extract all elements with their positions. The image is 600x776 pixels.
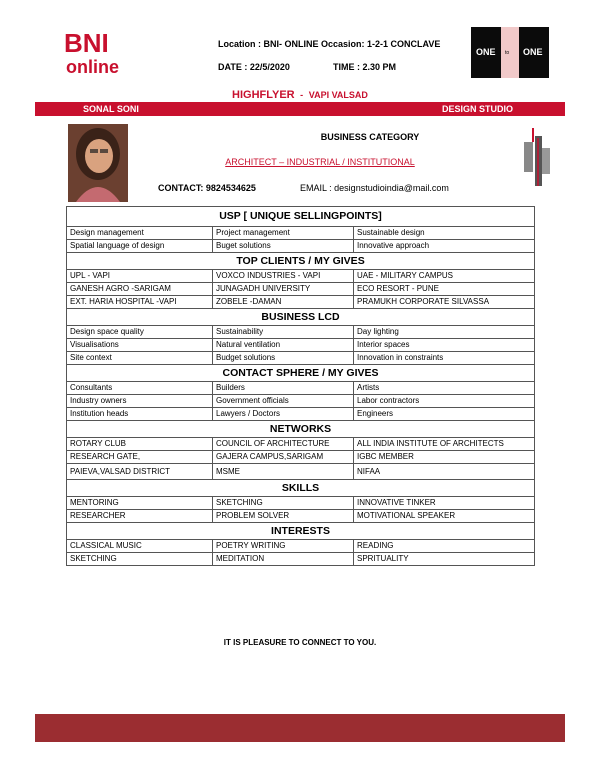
table-cell: Artists — [354, 382, 535, 395]
member-photo — [68, 124, 128, 202]
section-heading-row — [67, 253, 535, 270]
faces-illustration — [501, 27, 519, 78]
section-heading-row — [67, 421, 535, 438]
table-cell: JUNAGADH UNIVERSITY — [213, 283, 354, 296]
table-cell: VOXCO INDUSTRIES - VAPI — [213, 270, 354, 283]
table-cell: Site context — [67, 352, 213, 365]
bni-logo: BNI — [64, 28, 109, 58]
footer-bar — [35, 714, 565, 742]
table-cell: Labor contractors — [354, 395, 535, 408]
table-row — [67, 352, 535, 365]
page-title — [0, 89, 600, 101]
table-cell: Lawyers / Doctors — [213, 408, 354, 421]
table-row — [67, 395, 535, 408]
table-cell: MOTIVATIONAL SPEAKER — [354, 510, 535, 523]
badge-one-left: ONE — [476, 47, 496, 57]
section-heading-business-lcd: BUSINESS LCD — [67, 309, 535, 326]
table-cell: Sustainable design — [354, 227, 535, 240]
section-heading-row — [67, 365, 535, 382]
table-cell: CLASSICAL MUSIC — [67, 540, 213, 553]
table-cell: INNOVATIVE TINKER — [354, 497, 535, 510]
table-cell: ZOBELE -DAMAN — [213, 296, 354, 309]
table-cell: Visualisations — [67, 339, 213, 352]
chapter-name: VAPI VALSAD — [308, 90, 368, 100]
table-cell: MENTORING — [67, 497, 213, 510]
table-row — [67, 283, 535, 296]
bni-logo-online: online — [66, 57, 119, 77]
table-row — [67, 296, 535, 309]
one-to-one-badge — [471, 27, 549, 78]
table-row — [67, 382, 535, 395]
table-cell: PROBLEM SOLVER — [213, 510, 354, 523]
table-cell: EXT. HARIA HOSPITAL -VAPI — [67, 296, 213, 309]
table-cell: Innovation in constraints — [354, 352, 535, 365]
badge-one-right: ONE — [523, 47, 543, 57]
table-cell: RESEARCHER — [67, 510, 213, 523]
highflyer-title: HIGHFLYER — [232, 89, 295, 101]
table-cell: GANESH AGRO -SARIGAM — [67, 283, 213, 296]
section-heading-networks: NETWORKS — [67, 421, 535, 438]
business-category: ARCHITECT – INDUSTRIAL / INSTITUTIONAL — [225, 157, 415, 167]
section-heading-top-clients-my-gives: TOP CLIENTS / MY GIVES — [67, 253, 535, 270]
table-cell: Design space quality — [67, 326, 213, 339]
table-cell: Industry owners — [67, 395, 213, 408]
business-category-heading: BUSINESS CATEGORY — [320, 132, 420, 142]
table-cell: MEDITATION — [213, 553, 354, 566]
table-cell: Consultants — [67, 382, 213, 395]
table-cell: SKETCHING — [213, 497, 354, 510]
table-cell: Government officials — [213, 395, 354, 408]
table-cell: Interior spaces — [354, 339, 535, 352]
company-name: DESIGN STUDIO — [442, 104, 514, 114]
badge-to: to — [505, 50, 510, 56]
contact-email: EMAIL : designstudioindia@mail.com — [300, 183, 449, 193]
table-row — [67, 227, 535, 240]
contact-phone: CONTACT: 9824534625 — [158, 183, 256, 193]
table-cell: GAJERA CAMPUS,SARIGAM — [213, 451, 354, 464]
table-cell: Budget solutions — [213, 352, 354, 365]
table-cell: READING — [354, 540, 535, 553]
table-row — [67, 553, 535, 566]
table-row — [67, 270, 535, 283]
name-bar — [35, 102, 565, 116]
table-cell: Project management — [213, 227, 354, 240]
profile-table — [66, 206, 535, 566]
table-cell: PRAMUKH CORPORATE SILVASSA — [354, 296, 535, 309]
table-cell: COUNCIL OF ARCHITECTURE — [213, 438, 354, 451]
table-row — [67, 510, 535, 523]
table-row — [67, 326, 535, 339]
table-cell: Spatial language of design — [67, 240, 213, 253]
table-cell: Institution heads — [67, 408, 213, 421]
table-cell: Natural ventilation — [213, 339, 354, 352]
table-row — [67, 438, 535, 451]
table-cell: SPRITUALITY — [354, 553, 535, 566]
table-cell: UAE - MILITARY CAMPUS — [354, 270, 535, 283]
table-cell: Sustainability — [213, 326, 354, 339]
table-cell: Builders — [213, 382, 354, 395]
table-cell: IGBC MEMBER — [354, 451, 535, 464]
section-heading-row — [67, 480, 535, 497]
table-cell: UPL - VAPI — [67, 270, 213, 283]
table-cell: POETRY WRITING — [213, 540, 354, 553]
table-cell: ALL INDIA INSTITUTE OF ARCHITECTS — [354, 438, 535, 451]
table-row — [67, 464, 535, 480]
table-cell: RESEARCH GATE, — [67, 451, 213, 464]
table-row — [67, 240, 535, 253]
section-heading-interests: INTERESTS — [67, 523, 535, 540]
section-heading-row — [67, 523, 535, 540]
table-cell: SKETCHING — [67, 553, 213, 566]
table-row — [67, 540, 535, 553]
table-cell: Engineers — [354, 408, 535, 421]
table-cell: Design management — [67, 227, 213, 240]
title-separator: - — [300, 90, 304, 100]
table-cell: ECO RESORT - PUNE — [354, 283, 535, 296]
studio-logo-icon — [522, 128, 552, 188]
meeting-date: DATE : 22/5/2020 — [218, 62, 290, 72]
section-heading-usp-unique-sellingpoints: USP [ UNIQUE SELLINGPOINTS] — [67, 207, 535, 227]
table-row — [67, 339, 535, 352]
table-cell: Day lighting — [354, 326, 535, 339]
table-row — [67, 497, 535, 510]
table-cell: Buget solutions — [213, 240, 354, 253]
table-row — [67, 408, 535, 421]
table-cell: ROTARY CLUB — [67, 438, 213, 451]
table-cell: NIFAA — [354, 464, 535, 480]
meeting-time: TIME : 2.30 PM — [333, 62, 397, 72]
table-row — [67, 451, 535, 464]
section-heading-row — [67, 207, 535, 227]
closing-note: IT IS PLEASURE TO CONNECT TO YOU. — [223, 638, 377, 647]
section-heading-contact-sphere-my-gives: CONTACT SPHERE / MY GIVES — [67, 365, 535, 382]
table-cell: PAIEVA,VALSAD DISTRICT — [67, 464, 213, 480]
section-heading-row — [67, 309, 535, 326]
table-cell: MSME — [213, 464, 354, 480]
table-cell: Innovative approach — [354, 240, 535, 253]
member-name: SONAL SONI — [83, 104, 139, 114]
section-heading-skills: SKILLS — [67, 480, 535, 497]
location-occasion: Location : BNI- ONLINE Occasion: 1-2-1 CONCLAVE — [218, 39, 441, 49]
